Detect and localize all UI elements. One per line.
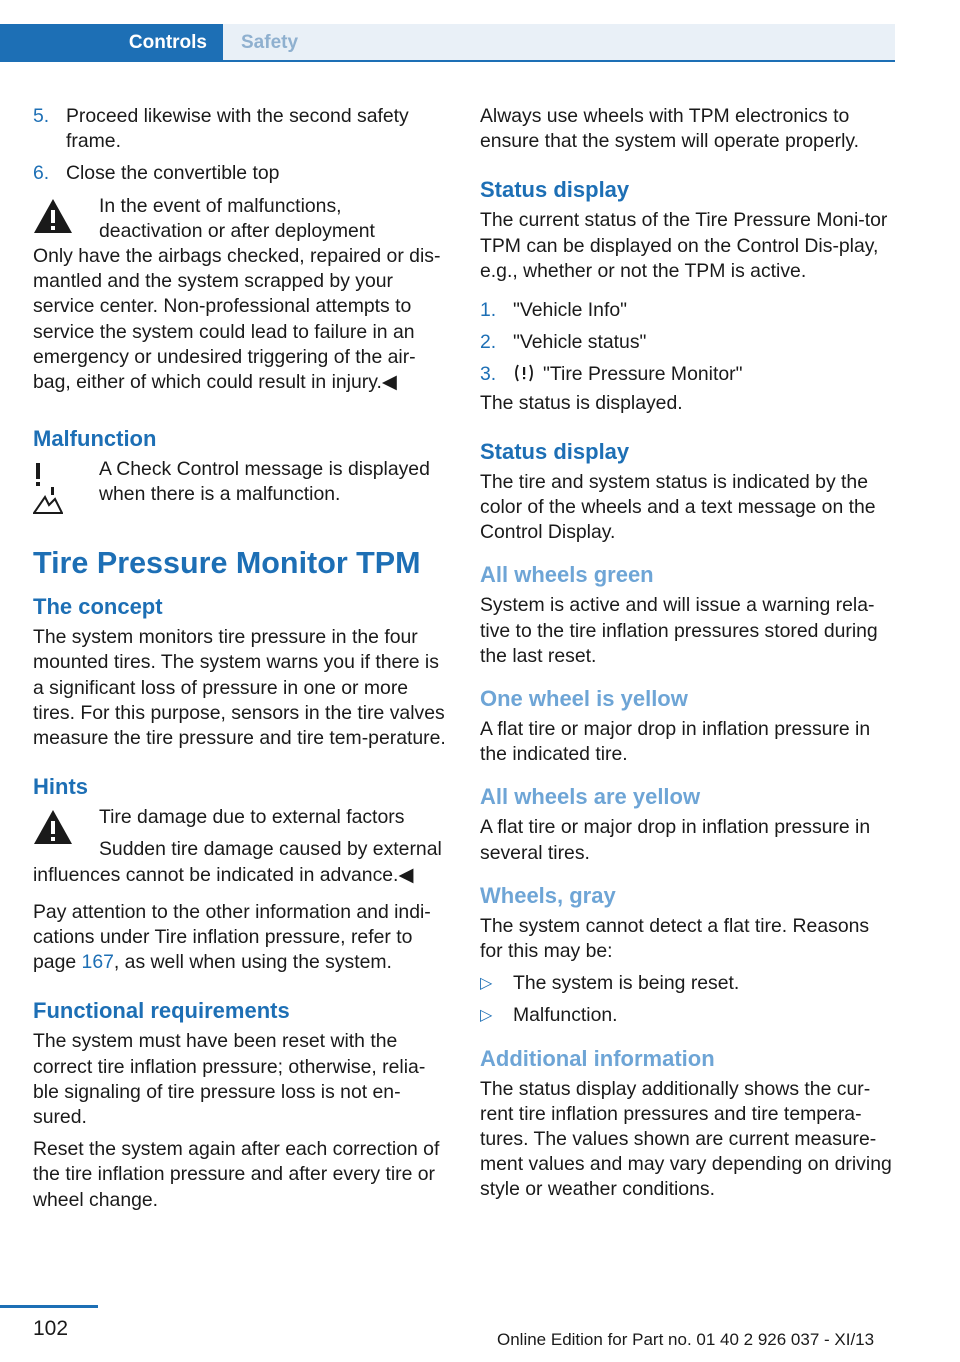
step-number: 1. <box>480 299 497 322</box>
status-display-heading-2: Status display <box>480 438 630 464</box>
step-number: 6. <box>33 162 50 185</box>
status-display-heading: Status display <box>480 177 630 203</box>
hints-warning-text: influences cannot be indicated in advance.◀ <box>33 863 414 886</box>
check-control-box <box>33 457 449 515</box>
list-item <box>480 298 894 323</box>
hints-text: Pay attention to the other information and indi‐cations under Tire inflation pressure, refer to page <box>33 900 431 974</box>
functional-text-1: The system must have been reset with the correct tire inflation pressure; otherwise, relia‐ble signaling of tire pressure loss is not en‐sured. <box>33 1030 426 1129</box>
functional-heading: Functional requirements <box>33 998 290 1024</box>
hints-warning-text-start: Sudden tire damage caused by external <box>99 838 442 861</box>
all-green-text: System is active and will issue a warning rela‐tive to the tire inflation pressures stored during the last reset. <box>480 594 878 667</box>
concept-heading: The concept <box>33 594 163 620</box>
bullet-text: Malfunction. <box>513 1004 618 1027</box>
one-yellow-heading: One wheel is yellow <box>480 686 688 712</box>
list-item <box>480 362 894 387</box>
warning-box <box>33 194 449 244</box>
bullet-text: The system is being reset. <box>513 972 740 995</box>
warning-triangle-icon <box>33 198 73 234</box>
hints-heading: Hints <box>33 774 88 800</box>
warning-text: Only have the airbags checked, repaired or dis‐mantled and the system scrapped by your service center. Non-professional attempts to service the system could lead to failure in an emergency or undesired triggering of the air‐bag, either of which could result in injury.◀ <box>33 245 441 394</box>
hints-paragraph <box>33 900 449 976</box>
concept-text: The system monitors tire pressure in the four mounted tires. The system warns you if there is a significant loss of pressure in one or more tires. For this purpose, sensors in the tire valves measure the tire pressure and tire tem‐perature. <box>33 626 446 750</box>
tire-pressure-icon <box>513 363 535 383</box>
list-item <box>33 161 449 186</box>
step-number: 5. <box>33 105 50 127</box>
functional-text-2: Reset the system again after each correction of the tire inflation pressure and after every tire or wheel change. <box>33 1138 440 1211</box>
header-rule <box>0 60 895 62</box>
status-display-text: The current status of the Tire Pressure Moni‐tor TPM can be displayed on the Control Dis‐play, e.g., whether or not the TPM is active. <box>480 209 888 282</box>
all-yellow-text: A flat tire or major drop in inflation pressure in several tires. <box>480 816 871 864</box>
check-control-icon <box>33 461 63 515</box>
malfunction-text: A Check Control message is displayed when there is a malfunction. <box>99 458 430 506</box>
additional-heading: Additional information <box>480 1045 715 1071</box>
one-yellow-text: A flat tire or major drop in inflation pressure in the indicated tire. <box>480 718 871 766</box>
list-item <box>480 971 894 996</box>
warning-box <box>33 805 449 862</box>
step-number: 3. <box>480 363 497 386</box>
gray-heading: Wheels, gray <box>480 882 616 908</box>
malfunction-heading: Malfunction <box>33 426 157 452</box>
intro-text: Always use wheels with TPM electronics to ensure that the system will operate properly. <box>480 105 860 153</box>
main-heading: Tire Pressure Monitor TPM <box>33 546 421 581</box>
page-number: 102 <box>33 1317 69 1340</box>
additional-text: The status display additionally shows the cur‐rent tire inflation pressures and tire tempera‐tures. The values shown are current measure‐ment values and may vary depending on driving style or weather conditions. <box>480 1077 892 1201</box>
list-item <box>33 104 449 154</box>
step-text: "Tire Pressure Monitor" <box>543 363 743 386</box>
bullet-marker: ▷ <box>480 1007 493 1025</box>
steps-list <box>33 104 449 187</box>
left-column <box>33 104 449 1213</box>
right-column <box>480 104 894 1203</box>
step-number: 2. <box>480 331 497 354</box>
warning-triangle-icon <box>33 809 73 845</box>
tab-safety[interactable]: Safety <box>223 24 895 62</box>
status-steps <box>480 298 894 388</box>
warning-lead: In the event of malfunctions, deactivation or after deployment <box>99 194 375 242</box>
header-tabs <box>0 24 895 62</box>
hints-warning-lead: Tire damage due to external factors <box>99 806 405 829</box>
list-item <box>480 330 894 355</box>
list-item <box>480 1003 894 1028</box>
all-yellow-heading: All wheels are yellow <box>480 784 701 810</box>
gray-text: The system cannot detect a flat tire. Reasons for this may be: <box>480 914 870 963</box>
step-text: "Vehicle status" <box>513 331 647 354</box>
status-display-text-2: The tire and system status is indicated by the color of the wheels and a text message on the Control Display. <box>480 470 876 544</box>
edition-text: Online Edition for Part no. 01 40 2 926 037 - XI/13 <box>497 1330 875 1349</box>
bullet-marker: ▷ <box>480 975 493 993</box>
all-green-heading: All wheels green <box>480 562 654 588</box>
tab-controls[interactable]: Controls <box>0 24 223 62</box>
step-text: Proceed likewise with the second safety frame. <box>66 105 409 153</box>
step-text: "Vehicle Info" <box>513 299 628 322</box>
footer-rule <box>0 1305 98 1308</box>
status-displayed-text: The status is displayed. <box>480 391 683 414</box>
step-text: Close the convertible top <box>66 162 280 185</box>
page-link[interactable]: 167 <box>81 951 114 974</box>
hints-text-end: , as well when using the system. <box>113 951 392 974</box>
gray-bullets <box>480 971 894 1028</box>
